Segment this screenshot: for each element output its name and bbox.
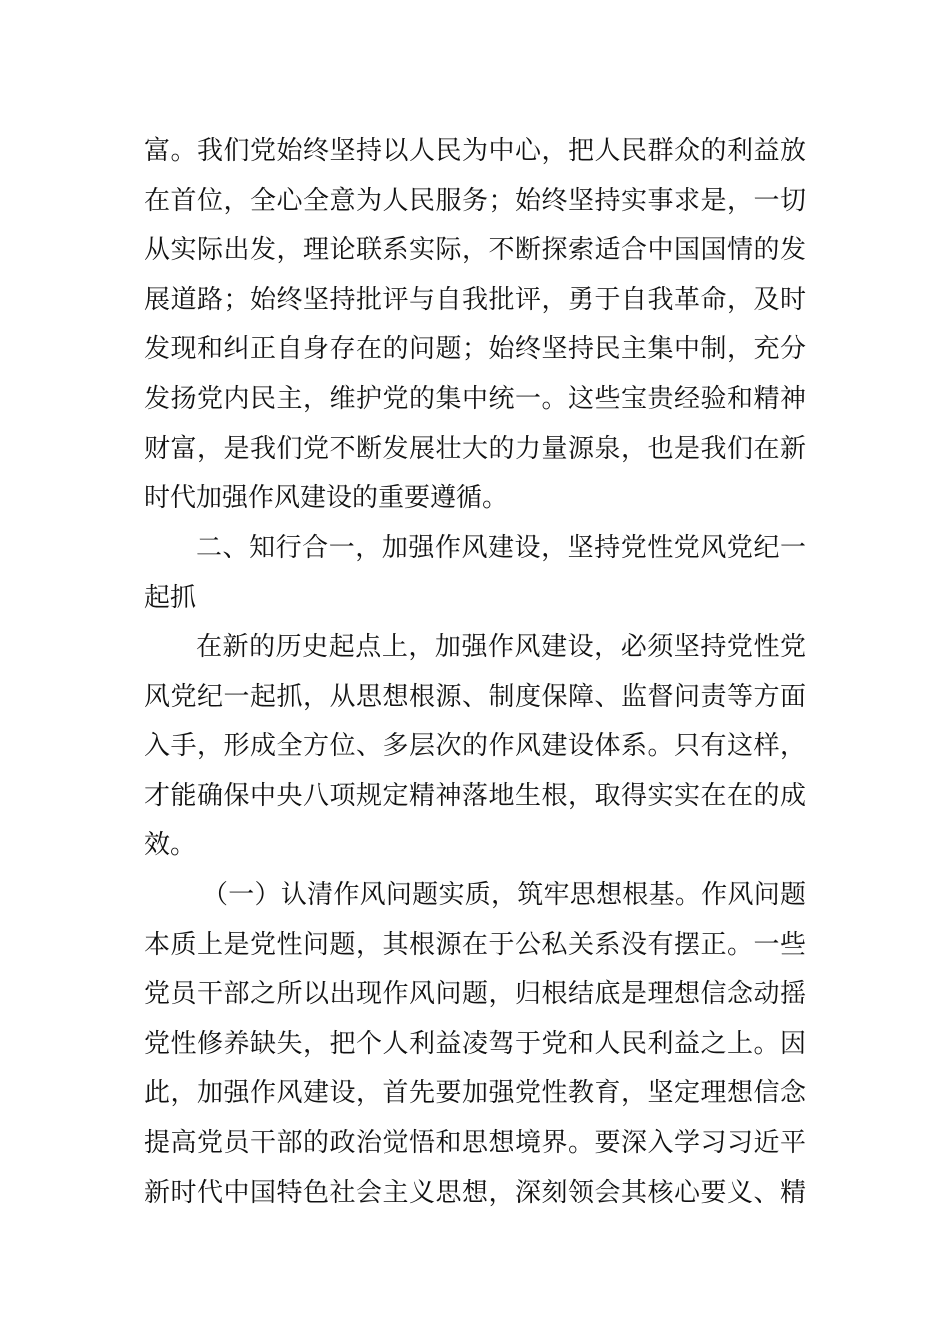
- paragraph-3: [144, 871, 806, 1218]
- text-line: （一）认清作风问题实质，筑牢思想根基。作风问题: [202, 880, 806, 910]
- text-line: 本质上是党性问题，其根源在于公私关系没有摆正。一些: [144, 929, 806, 960]
- text-line: 在首位，全心全意为人民服务；始终坚持实事求是，一切: [144, 185, 806, 216]
- text-line: 富。我们党始终坚持以人民为中心，把人民群众的利益放: [144, 136, 806, 166]
- text-line: 入手，形成全方位、多层次的作风建设体系。只有这样，: [144, 731, 806, 762]
- text-line: 提高党员干部的政治觉悟和思想境界。要深入学习习近平: [144, 1127, 806, 1158]
- text-line: 效。: [144, 830, 197, 861]
- heading-line: 起抓: [144, 582, 197, 613]
- text-line: 时代加强作风建设的重要遵循。: [144, 483, 509, 514]
- text-line: 才能确保中央八项规定精神落地生根，取得实实在在的成: [144, 780, 806, 811]
- text-line: 从实际出发，理论联系实际，不断探索适合中国国情的发: [144, 235, 806, 266]
- text-line: 展道路；始终坚持批评与自我批评，勇于自我革命，及时: [144, 284, 806, 315]
- paragraph-2: [144, 623, 806, 871]
- text-line: 在新的历史起点上，加强作风建设，必须坚持党性党: [196, 632, 806, 662]
- text-line: 党员干部之所以出现作风问题，归根结底是理想信念动摇: [144, 979, 806, 1010]
- text-line: 发现和纠正自身存在的问题；始终坚持民主集中制，充分: [144, 334, 806, 365]
- heading-line: 二、知行合一，加强作风建设，坚持党性党风党纪一: [196, 533, 806, 563]
- text-line: 风党纪一起抓，从思想根源、制度保障、监督问责等方面: [144, 681, 806, 712]
- text-line: 新时代中国特色社会主义思想，深刻领会其核心要义、精: [144, 1177, 806, 1208]
- text-line: 党性修养缺失，把个人利益凌驾于党和人民利益之上。因: [144, 1028, 806, 1059]
- paragraph-1: [144, 127, 806, 524]
- section-heading: [144, 524, 806, 623]
- text-line: 财富，是我们党不断发展壮大的力量源泉，也是我们在新: [144, 433, 806, 464]
- text-line: 此，加强作风建设，首先要加强党性教育，坚定理想信念: [144, 1078, 806, 1109]
- text-line: 发扬党内民主，维护党的集中统一。这些宝贵经验和精神: [144, 383, 806, 414]
